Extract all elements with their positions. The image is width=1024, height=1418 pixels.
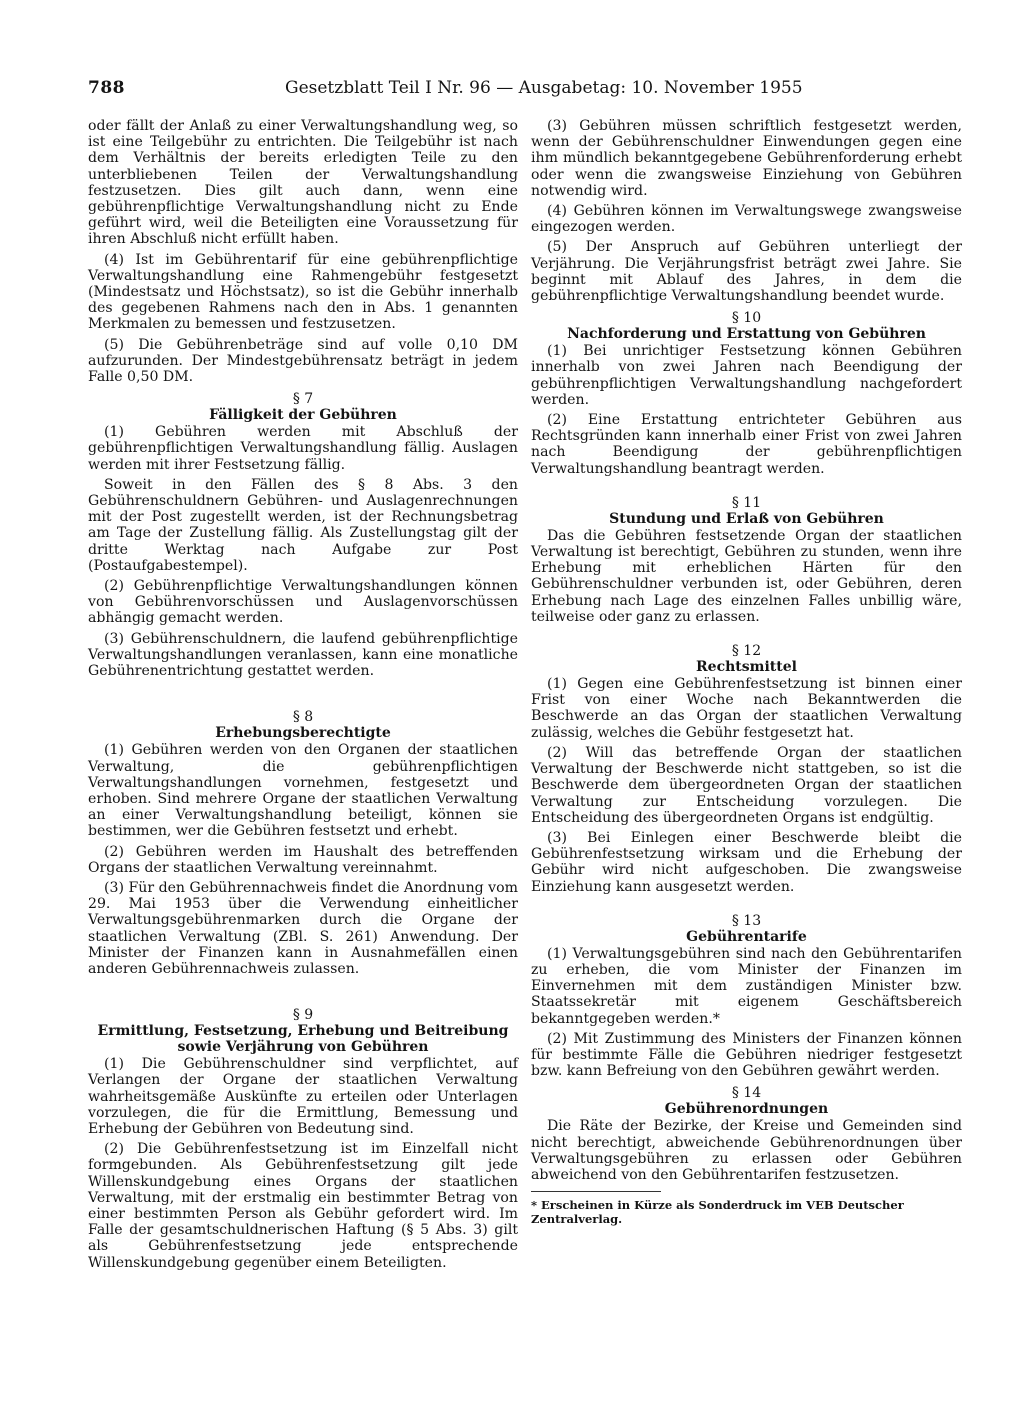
header-title: Gesetzblatt Teil I Nr. 96 — Ausgabetag: 10. November 1955 [285, 78, 803, 98]
paragraph-6-5: (5) Die Gebührenbeträge sind auf volle 0,10 DM aufzurunden. Der Mindestgebührensatz beträgt in jedem Falle 0,50 DM. [88, 336, 518, 386]
section-14-number: § 14 [731, 1085, 762, 1102]
paragraph-14: Die Räte der Bezirke, der Kreise und Gemeinden sind nicht berechtigt, abweichende Gebührenordnungen über Verwaltungsgebühren zu erlassen oder Gebühren abweichend von den Gebührentarifen festzusetzen. [531, 1118, 962, 1183]
paragraph-12-2: (2) Will das betreffende Organ der staatlichen Verwaltung der Beschwerde nicht stattgeben, so ist die Beschwerde dem übergeordneten Organ der staatlichen Verwaltung zur Entscheidung vorzulegen. Die Entscheidung des übergeordneten Organs ist endgültig. [531, 744, 962, 826]
section-7-title: Fälligkeit der Gebühren [209, 407, 397, 424]
paragraph-6-4: (4) Ist im Gebührentarif für eine gebührenpflichtige Verwaltungshandlung eine Rahmengebühr festgesetzt (Mindestsatz und Höchstsatz), so ist die Gebühr innerhalb des gegebenen Rahmens nach den in Abs. 1 genannten Merkmalen zu bemessen und festzusetzen. [88, 251, 518, 333]
section-12-title: Rechtsmittel [696, 659, 797, 676]
paragraph-12-3: (3) Bei Einlegen einer Beschwerde bleibt die Gebührenfestsetzung wirksam und die Erhebung der Gebühr wird nicht aufgeschoben. Die zwangsweise Einziehung kann ausgesetzt werden. [531, 829, 962, 895]
section-11-number: § 11 [731, 494, 762, 511]
page-header [88, 78, 968, 106]
paragraph-12-1: (1) Gegen eine Gebührenfestsetzung ist binnen einer Frist von einer Woche nach Bekanntwerden die Beschwerde an das Organ der staatlichen Verwaltung zulässig, welches die Gebühr festgesetzt hat. [531, 676, 962, 741]
paragraph-9-2: (2) Die Gebührenfestsetzung ist im Einzelfall nicht formgebunden. Als Gebührenfestsetzung gilt jede Willenskundgebung eines Organs der staatlichen Verwaltung, mit der erstmalig ein bestimmter Betrag von einer bestimmten Person als Gebühr gefordert wird. Im Falle der gesamtschuldnerischen Haftung (§ 5 Abs. 3) gilt als Gebührenfestsetzung jede entsprechende Willenskundgebung gegenüber einem Beteiligten. [88, 1141, 518, 1271]
paragraph-9-1: (1) Die Gebührenschuldner sind verpflichtet, auf Verlangen der Organe der staatlichen Verwaltung wahrheitsgemäße Auskünfte zu erteilen oder Unterlagen vorzulegen, die für die Ermittlung, Bemessung und Erhebung der Gebühren von Bedeutung sind. [88, 1056, 518, 1137]
paragraph-7-3: (3) Gebührenschuldnern, die laufend gebührenpflichtige Verwaltungshandlungen veranlassen, kann eine monatliche Gebührenentrichtung gestattet werden. [88, 630, 518, 680]
paragraph-7-1b: Soweit in den Fällen des § 8 Abs. 3 den Gebührenschuldnern Gebühren- und Auslagenrechnungen mit der Post zugestellt werden, ist der Rechnungsbetrag am Tage der Zustellung fällig. Als Zustellungstag gilt der dritte Werktag nach Aufgabe zur Post (Postaufgabestempel). [88, 476, 518, 574]
section-9-title: Ermittlung, Festsetzung, Erhebung und Beitreibung sowie Verjährung von Gebühren [97, 1023, 509, 1056]
paragraph-8-3: (3) Für den Gebührennachweis findet die Anordnung vom 29. Mai 1953 über die Verwendung einheitlicher Verwaltungsgebührenmarken durch die Organe der staatlichen Verwaltung (ZBl. S. 261) Anwendung. Der Minister der Finanzen kann in Ausnahmefällen einen anderen Gebührennachweis zulassen. [88, 879, 518, 977]
paragraph-13-1: (1) Verwaltungsgebühren sind nach den Gebührentarifen zu erheben, die vom Minister der Finanzen im Einvernehmen mit dem zuständigen Minister bzw. Staatssekretär mit eigenem Geschäftsbereich bekanntgegeben werden.* [531, 945, 962, 1027]
section-10-number: § 10 [731, 310, 762, 327]
left-column [88, 118, 518, 1275]
paragraph-10-1: (1) Bei unrichtiger Festsetzung können Gebühren innerhalb von zwei Jahren nach Beendigung der gebührenpflichtigen Verwaltungshandlung nachgefordert werden. [531, 343, 962, 408]
paragraph-9-3: (3) Gebühren müssen schriftlich festgesetzt werden, wenn der Gebührenschuldner Einwendungen gegen eine ihm mündlich bekanntgegebene Gebührenforderung erhebt oder wenn die zwangsweise Einziehung von Gebühren notwendig wird. [531, 118, 962, 199]
right-column [531, 118, 962, 1226]
footnote-divider [531, 1191, 661, 1192]
paragraph-9-5: (5) Der Anspruch auf Gebühren unterliegt der Verjährung. Die Verjährungsfrist beträgt zwei Jahre. Sie beginnt mit Ablauf des Jahres, in dem die gebührenpflichtige Verwaltungshandlung beendet wurde. [531, 239, 962, 305]
paragraph-13-2: (2) Mit Zustimmung des Ministers der Finanzen können für bestimmte Fälle die Gebühren niedriger festgesetzt bzw. kann Befreiung von den Gebühren gewährt werden. [531, 1030, 962, 1080]
paragraph-7-1: (1) Gebühren werden mit Abschluß der gebührenpflichtigen Verwaltungshandlung fällig. Auslagen werden mit ihrer Festsetzung fällig. [88, 424, 518, 473]
paragraph-9-4: (4) Gebühren können im Verwaltungswege zwangsweise eingezogen werden. [531, 203, 962, 236]
paragraph-continuation: oder fällt der Anlaß zu einer Verwaltungshandlung weg, so ist eine Teilgebühr zu entrichten. Die Teilgebühr ist nach dem Verhältnis der bereits erledigten Teile zu den unterbliebenen Teilen der Verwaltungshandlung festzusetzen. Dies gilt auch dann, wenn eine gebührenpflichtige Verwaltungshandlung nicht zu Ende geführt wird, weil die Beteiligten eine Voraussetzung für ihren Abschluß nicht erfüllt haben. [88, 118, 518, 248]
paragraph-10-2: (2) Eine Erstattung entrichteter Gebühren aus Rechtsgründen kann innerhalb einer Frist von zwei Jahren nach Beendigung der gebührenpflichtigen Verwaltungshandlung beantragt werden. [531, 412, 962, 477]
section-8-number: § 8 [292, 709, 314, 726]
section-9-number: § 9 [292, 1007, 314, 1024]
section-7-number: § 7 [292, 391, 314, 408]
section-10-title: Nachforderung und Erstattung von Gebühren [567, 326, 926, 343]
footnote: * Erscheinen in Kürze als Sonderdruck im VEB Deutscher Zentralverlag. [531, 1198, 904, 1227]
paragraph-8-1: (1) Gebühren werden von den Organen der staatlichen Verwaltung, die gebührenpflichtigen Verwaltungshandlungen vornehmen, festgesetzt und erhoben. Sind mehrere Organe der staatlichen Verwaltung an einer Verwaltungshandlung beteiligt, können sie bestimmen, wer die Gebühren festsetzt und erhebt. [88, 742, 518, 840]
page-number: 788 [88, 78, 125, 98]
section-13-number: § 13 [731, 912, 762, 929]
section-11-title: Stundung und Erlaß von Gebühren [609, 510, 884, 527]
section-13-title: Gebührentarife [686, 928, 807, 945]
section-8-title: Erhebungsberechtigte [215, 725, 391, 742]
paragraph-7-2: (2) Gebührenpflichtige Verwaltungshandlungen können von Gebührenvorschüssen und Auslagenvorschüssen abhängig gemacht werden. [88, 578, 518, 627]
paragraph-11: Das die Gebühren festsetzende Organ der staatlichen Verwaltung ist berechtigt, Gebühren zu stunden, wenn ihre Erhebung mit erheblichen Härten für den Gebührenschuldner verbunden ist, oder Gebühren, deren Erhebung nach Lage des einzelnen Falles unbillig wäre, teilweise oder ganz zu erlassen. [531, 527, 962, 625]
section-14-title: Gebührenordnungen [664, 1101, 829, 1118]
paragraph-8-2: (2) Gebühren werden im Haushalt des betreffenden Organs der staatlichen Verwaltung vereinnahmt. [88, 843, 518, 876]
section-12-number: § 12 [731, 643, 762, 660]
